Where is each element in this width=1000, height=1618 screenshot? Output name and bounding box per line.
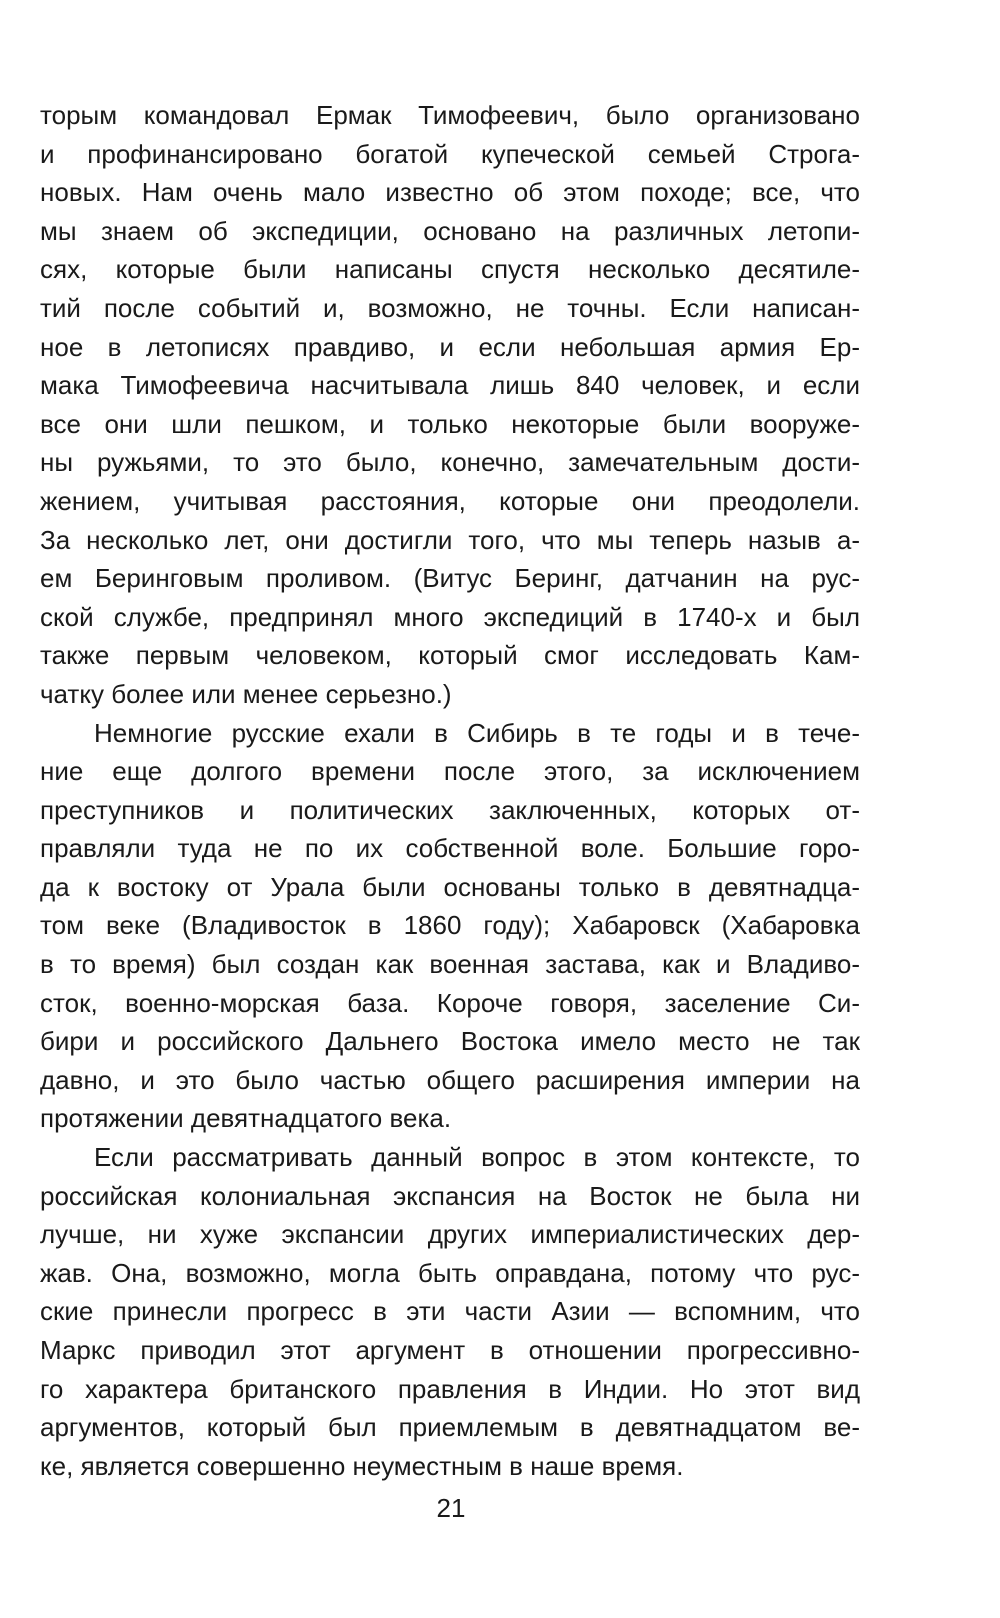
text-line: чатку более или менее серьезно.) [40, 678, 452, 709]
paragraph-1 [40, 96, 860, 714]
text-line: мы знаем об экспедиции, основано на различных летопи- [40, 215, 860, 246]
text-line: да к востоку от Урала были основаны только в девятнадца- [40, 871, 860, 902]
text-line: российская колониальная экспансия на Восток не была ни [40, 1180, 860, 1211]
text-line: преступников и политических заключенных, которых от- [40, 794, 860, 825]
text-line: правляли туда не по их собственной воле. Большие горо- [40, 833, 860, 864]
text-line: го характера британского правления в Индии. Но этот вид [40, 1373, 860, 1404]
text-line: и профинансировано богатой купеческой семьей Строга- [40, 138, 860, 169]
text-line: ские принесли прогресс в эти части Азии — вспомним, что [40, 1296, 860, 1327]
text-line: Маркс приводил этот аргумент в отношении прогрессивно- [40, 1335, 860, 1365]
text-line: все они шли пешком, и только некоторые были вооруже- [40, 408, 860, 439]
text-line: лучше, ни хуже экспансии других империалистических дер- [40, 1219, 860, 1250]
text-line: Если рассматривать данный вопрос в этом контексте, то [94, 1142, 860, 1173]
page-number: 21 [436, 1493, 466, 1523]
text-line: жав. Она, возможно, могла быть оправдана, потому что рус- [40, 1257, 860, 1288]
text-line: ской службе, предпринял много экспедиций в 1740-х и был [40, 601, 860, 632]
text-line: протяжении девятнадцатого века. [40, 1103, 452, 1134]
text-line: давно, и это было частью общего расширения империи на [40, 1064, 860, 1095]
text-line: жением, учитывая расстояния, которые они преодолели. [40, 485, 860, 516]
text-line: сток, военно-морская база. Короче говоря, заселение Си- [40, 987, 860, 1018]
text-line: сях, которые были написаны спустя несколько десятиле- [40, 254, 860, 285]
paragraph-2 [40, 714, 860, 1139]
text-line: ке, является совершенно неуместным в наше время. [40, 1450, 684, 1481]
text-line: Немногие русские ехали в Сибирь в те годы и в тече- [94, 717, 860, 748]
text-line: торым командовал Ермак Тимофеевич, было организовано [40, 100, 860, 130]
text-line: За несколько лет, они достигли того, что мы теперь назыв а- [40, 524, 860, 555]
text-line: ем Беринговым проливом. (Витус Беринг, датчанин на рус- [40, 563, 860, 594]
text-line: том веке (Владивосток в 1860 году); Хабаровск (Хабаровка [40, 910, 860, 941]
text-line: новых. Нам очень мало известно об этом походе; все, что [40, 177, 860, 208]
text-line: также первым человеком, который смог исследовать Кам- [40, 640, 860, 671]
body-text [40, 96, 860, 1485]
paragraph-3 [40, 1138, 860, 1485]
text-line: мака Тимофеевича насчитывала лишь 840 человек, и если [40, 370, 860, 401]
text-line: ны ружьями, то это было, конечно, замечательным дости- [40, 447, 860, 478]
text-line: бири и российского Дальнего Востока имело место не так [40, 1026, 860, 1057]
text-line: ние еще долгого времени после этого, за исключением [40, 756, 860, 787]
text-line: тий после событий и, возможно, не точны. Если написан- [40, 292, 860, 323]
text-line: ное в летописях правдиво, и если небольшая армия Ер- [40, 331, 860, 362]
text-line: в то время) был создан как военная застава, как и Владиво- [40, 949, 860, 980]
text-line: аргументов, который был приемлемым в девятнадцатом ве- [40, 1412, 860, 1443]
